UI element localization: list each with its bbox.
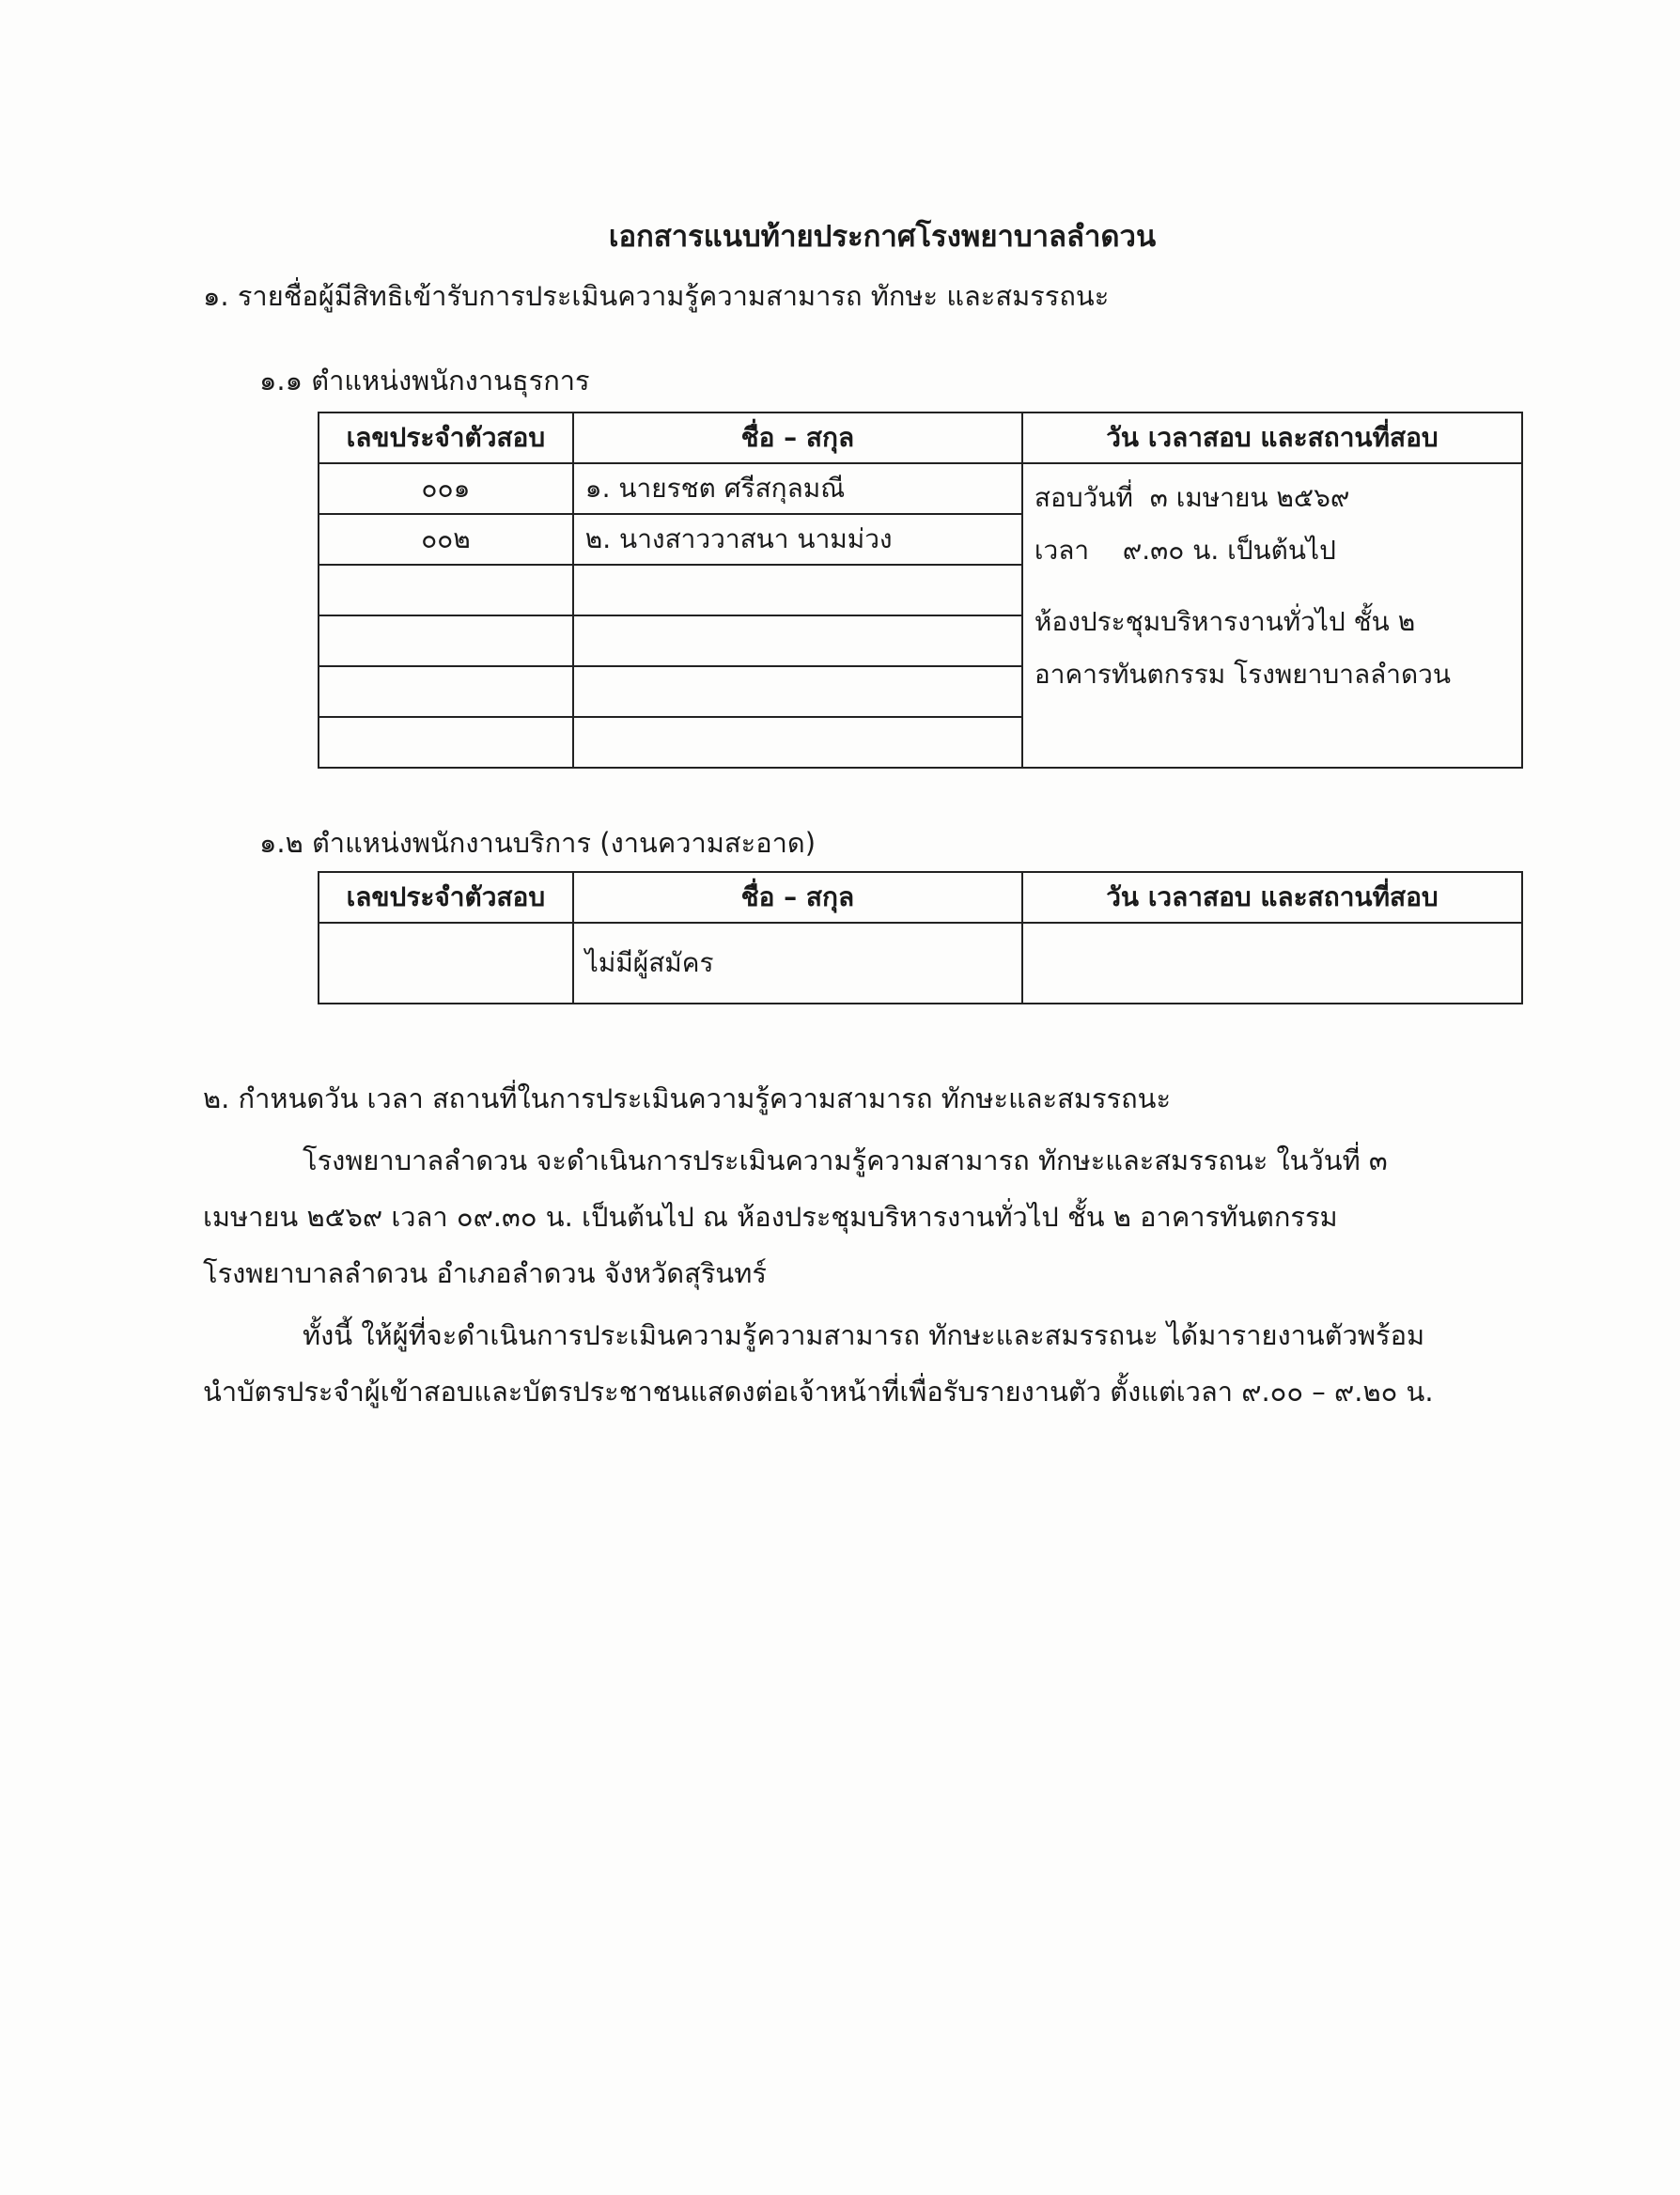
- schedule-date: สอบวันที่ ๓ เมษายน ๒๕๖๙: [1034, 482, 1350, 513]
- schedule-spacer: [1034, 577, 1510, 596]
- document-title: [0, 212, 1680, 259]
- table-row: [319, 463, 1522, 514]
- exam-id-cell: ๐๐๒: [319, 514, 573, 565]
- name-cell: ๑. นายรชต ศรีสกุลมณี: [573, 463, 1022, 514]
- exam-id-cell: [319, 717, 573, 768]
- name-cell: ไม่มีผู้สมัคร: [573, 923, 1022, 1004]
- table-header-row: [319, 872, 1522, 923]
- paragraph-line: นำบัตรประจำผู้เข้าสอบและบัตรประชาชนแสดงต่อเจ้าหน้าที่เพื่อรับรายงานตัว ตั้งแต่เวลา ๙.๐๐ – ๙.๒๐ น.: [203, 1376, 1434, 1408]
- header-schedule: วัน เวลาสอบ และสถานที่สอบ: [1022, 413, 1522, 463]
- exam-id-cell: ๐๐๑: [319, 463, 573, 514]
- document-title-text: เอกสารแนบท้ายประกาศโรงพยาบาลลำดวน: [608, 220, 1157, 254]
- exam-id-cell: [319, 615, 573, 666]
- section-1-heading: ๑. รายชื่อผู้มีสิทธิเข้ารับการประเมินความรู้ความสามารถ ทักษะ และสมรรถนะ: [203, 280, 1110, 312]
- header-exam-id: เลขประจำตัวสอบ: [319, 872, 573, 923]
- exam-id-cell: [319, 666, 573, 717]
- name-cell: [573, 666, 1022, 717]
- name-cell: [573, 717, 1022, 768]
- schedule-place-line-2: อาคารทันตกรรม โรงพยาบาลลำดวน: [1034, 659, 1452, 690]
- header-name: ชื่อ – สกุล: [573, 413, 1022, 463]
- name-cell: ๒. นางสาววาสนา นามม่วง: [573, 514, 1022, 565]
- schedule-cell: [1022, 463, 1522, 768]
- section-2-paragraph-1: [203, 1132, 1528, 1301]
- section-2-paragraph-2: [203, 1307, 1528, 1420]
- table-row: [319, 923, 1522, 1004]
- header-exam-id: เลขประจำตัวสอบ: [319, 413, 573, 463]
- section-2-heading: ๒. กำหนดวัน เวลา สถานที่ในการประเมินความรู้ความสามารถ ทักษะและสมรรถนะ: [203, 1082, 1172, 1114]
- subsection-1-1-label: ๑.๑ ตำแหน่งพนักงานธุรการ: [259, 365, 590, 397]
- header-schedule: วัน เวลาสอบ และสถานที่สอบ: [1022, 872, 1522, 923]
- exam-id-cell: [319, 565, 573, 615]
- paragraph-line: ทั้งนี้ ให้ผู้ที่จะดำเนินการประเมินความรู้ความสามารถ ทักษะและสมรรถนะ ได้มารายงานตัวพร้อม: [303, 1319, 1425, 1351]
- paragraph-line: โรงพยาบาลลำดวน จะดำเนินการประเมินความรู้ความสามารถ ทักษะและสมรรถนะ ในวันที่ ๓: [303, 1144, 1388, 1176]
- schedule-place-line-1: ห้องประชุมบริหารงานทั่วไป ชั้น ๒: [1034, 606, 1416, 637]
- paragraph-line: เมษายน ๒๕๖๙ เวลา ๐๙.๓๐ น. เป็นต้นไป ณ ห้องประชุมบริหารงานทั่วไป ชั้น ๒ อาคารทันตกรรม: [203, 1201, 1338, 1233]
- name-cell: [573, 565, 1022, 615]
- paragraph-line: โรงพยาบาลลำดวน อำเภอลำดวน จังหวัดสุรินทร์: [203, 1257, 767, 1289]
- table-header-row: [319, 413, 1522, 463]
- exam-id-cell: [319, 923, 573, 1004]
- schedule-cell: [1022, 923, 1522, 1004]
- name-cell: [573, 615, 1022, 666]
- header-name: ชื่อ – สกุล: [573, 872, 1022, 923]
- candidates-table-clerical: [318, 412, 1523, 769]
- schedule-time: เวลา ๙.๓๐ น. เป็นต้นไป: [1034, 535, 1336, 566]
- candidates-table-service: [318, 871, 1523, 1004]
- subsection-1-2-label: ๑.๒ ตำแหน่งพนักงานบริการ (งานความสะอาด): [259, 827, 817, 859]
